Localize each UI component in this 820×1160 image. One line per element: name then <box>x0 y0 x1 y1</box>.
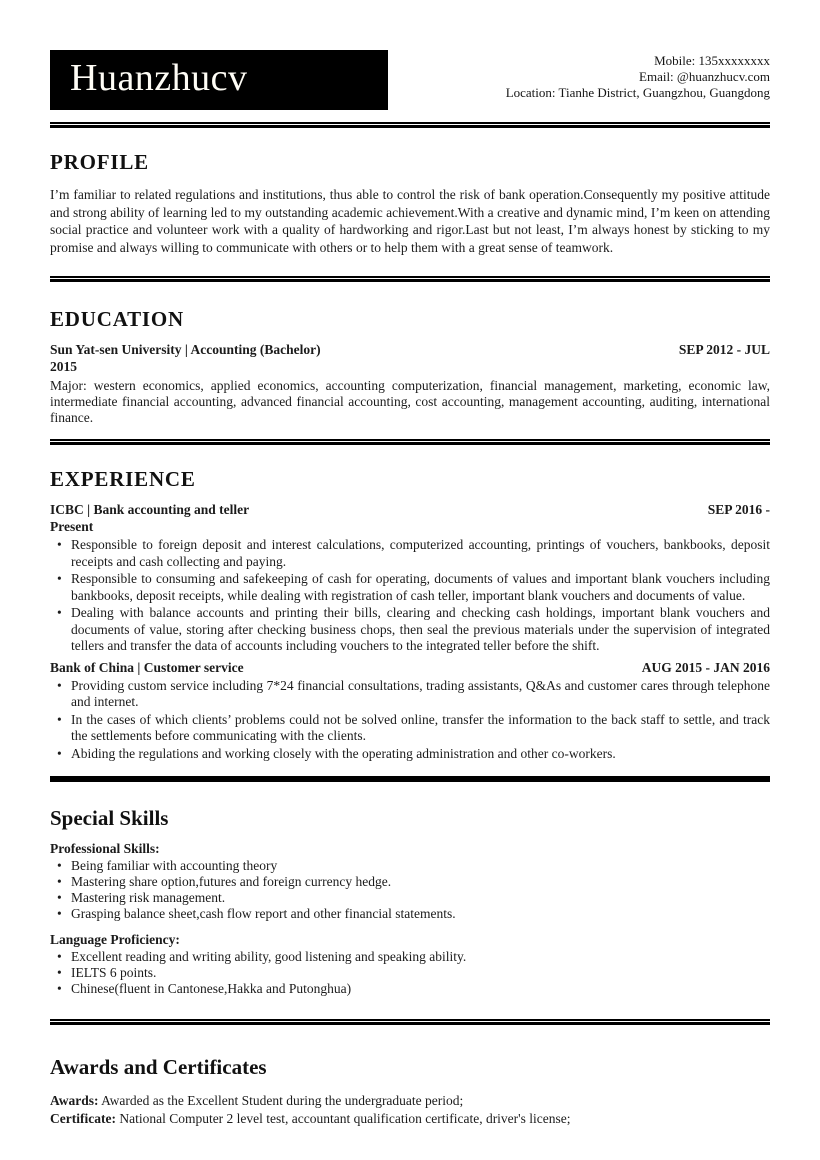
job2-bullets <box>50 678 770 763</box>
bullet-item: • Responsible to foreign deposit and interest calculations, computerized accounting, printings of vouchers, bankbooks, deposit receipts and cash collecting and paying. <box>50 537 770 570</box>
education-divider <box>50 276 770 282</box>
header <box>50 50 770 110</box>
awards-line <box>50 1092 770 1110</box>
job1-bullets <box>50 537 770 655</box>
experience-divider <box>50 439 770 445</box>
certificate-text: National Computer 2 level test, accountant qualification certificate, driver's license; <box>115 1110 571 1126</box>
contact-email: Email: @huanzhucv.com <box>639 69 770 84</box>
awards-label: Awards: <box>50 1093 99 1108</box>
contact-location: Location: Tianhe District, Guangzhou, Guangdong <box>505 85 770 100</box>
experience-title: EXPERIENCE <box>50 467 196 491</box>
certificate-label: Certificate: <box>50 1110 116 1126</box>
bullet-item: • IELTS 6 points. <box>50 965 770 981</box>
education-title: EDUCATION <box>50 307 184 331</box>
job2-date: AUG 2015 - JAN 2016 <box>641 659 770 675</box>
bullet-item: • Chinese(fluent in Cantonese,Hakka and Putonghua) <box>50 981 770 997</box>
education-date-wrap: 2015 <box>50 359 77 374</box>
bullet-item: • Dealing with balance accounts and printing their bills, clearing and checking cash holdings, important blank vouchers and documents of value, storing after checking business chops, then seal the previous materials under the supervision of integrated tellers and transfer the data of accounts including vouchers to the integrated teller before the shift. <box>50 605 770 655</box>
professional-skills-list <box>50 858 770 922</box>
school-title: Sun Yat-sen University | Accounting (Bachelor) <box>50 342 321 357</box>
job1-date: SEP 2016 - <box>707 502 770 517</box>
awards-divider <box>50 1019 770 1025</box>
job1-title: ICBC | Bank accounting and teller <box>50 502 250 517</box>
language-proficiency-list <box>50 949 770 997</box>
bullet-item: • Mastering risk management. <box>50 890 770 906</box>
name-banner <box>50 50 388 110</box>
contact-info <box>506 53 770 101</box>
profile-text: I’m familiar to related regulations and institutions, thus able to control the risk of bank operation.Consequently my positive attitude and strong ability of learning led to my outstanding academic achievement.With a creative and dynamic mind, I’m keen on attending social practice and volunteer work with a quality of hardworking and rigor.Last but not least, I’m always honest by sticking to my promise and always willing to communicate with others or to help them with a great sense of teamwork. <box>50 187 770 255</box>
bullet-item: • Responsible to consuming and safekeeping of cash for operating, documents of values and important blank vouchers including bankbooks, deposit receipts, while dealing with registration of cash teller, important blank vouchers and documents of value. <box>50 571 770 604</box>
awards-section <box>50 1055 770 1127</box>
education-major: Major: western economics, applied economics, accounting computerization, financial management, marketing, economic law, intermediate financial accounting, advanced financial accounting, cost accounting, management accounting, auditing, international finance. <box>50 378 770 425</box>
profile-title: PROFILE <box>50 150 149 174</box>
skills-group-heading-language: Language Proficiency: <box>50 932 180 947</box>
certificate-line <box>50 1110 770 1128</box>
job1-head <box>50 501 770 518</box>
header-divider <box>50 122 770 128</box>
profile-section <box>50 150 770 256</box>
awards-text: Awarded as the Excellent Student during the undergraduate period; <box>98 1093 464 1108</box>
awards-title: Awards and Certificates <box>50 1055 267 1079</box>
awards-lines <box>50 1092 770 1127</box>
bullet-item: • In the cases of which clients’ problems could not be solved online, transfer the information to the back staff to settle, and track the settlements before communicating with the clients. <box>50 712 770 745</box>
bullet-item: • Grasping balance sheet,cash flow report and other financial statements. <box>50 906 770 922</box>
skills-divider <box>50 776 770 782</box>
skills-section <box>50 806 770 997</box>
bullet-item: • Mastering share option,futures and foreign currency hedge. <box>50 874 770 890</box>
job2-head <box>50 659 770 676</box>
contact-mobile: Mobile: 135xxxxxxxx <box>654 53 770 68</box>
skills-title: Special Skills <box>50 806 169 830</box>
skills-group-heading-professional: Professional Skills: <box>50 841 160 856</box>
education-date: SEP 2012 - JUL <box>678 342 770 357</box>
job1-date-wrap: Present <box>50 519 94 534</box>
education-section <box>50 307 770 426</box>
candidate-name: Huanzhucv <box>70 57 248 99</box>
bullet-item: • Abiding the regulations and working closely with the operating administration and other co-workers. <box>50 746 770 763</box>
experience-section <box>50 467 770 762</box>
bullet-item: • Providing custom service including 7*24 financial consultations, trading assistants, Q&As and customer cares through telephone and internet. <box>50 678 770 711</box>
job2-title: Bank of China | Customer service <box>50 659 244 675</box>
bullet-item: • Excellent reading and writing ability, good listening and speaking ability. <box>50 949 770 965</box>
bullet-item: • Being familiar with accounting theory <box>50 858 770 874</box>
education-entry-head <box>50 341 770 358</box>
